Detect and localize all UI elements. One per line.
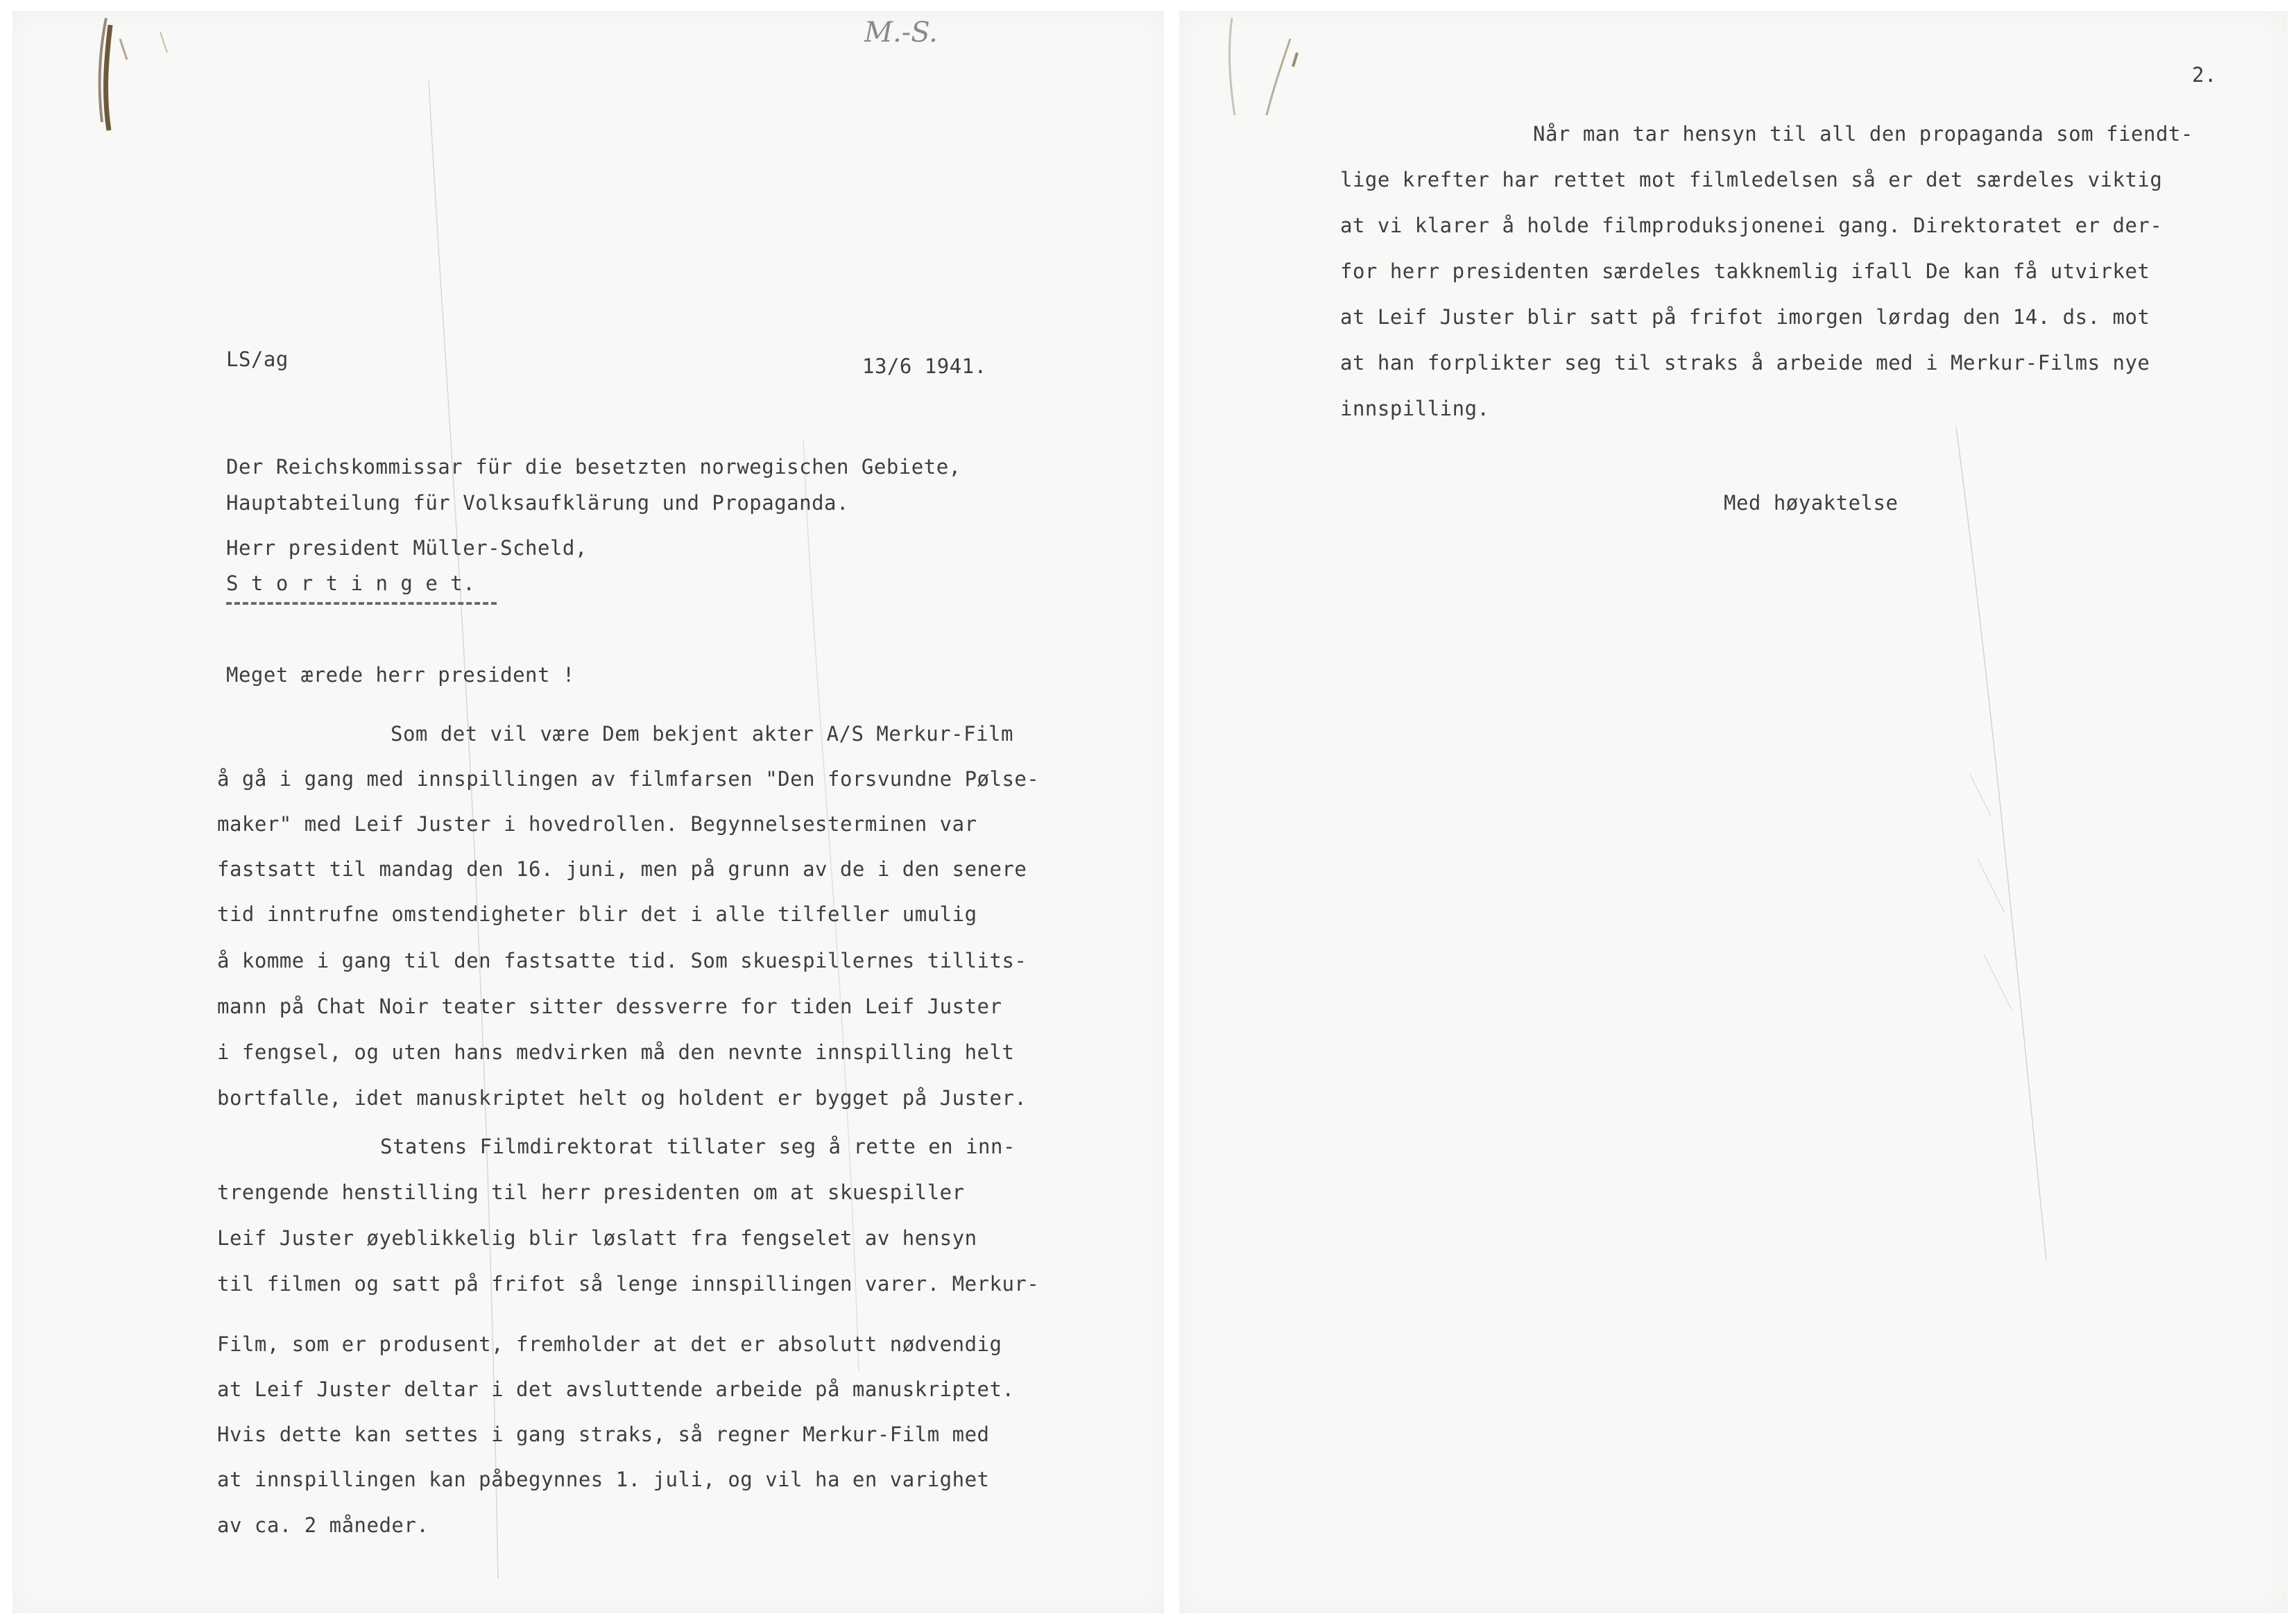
body-line: at Leif Juster blir satt på frifot imorgen lørdag den 14. ds. mot (1340, 305, 2150, 329)
body-line: at Leif Juster deltar i det avsluttende arbeide på manuskriptet. (217, 1377, 1015, 1401)
addressee-line: S t o r t i n g e t. (226, 572, 476, 595)
body-line: Film, som er produsent, fremholder at det er absolutt nødvendig (217, 1332, 1002, 1356)
body-line: trengende henstilling til herr presidenten om at skuespiller (217, 1180, 965, 1204)
body-line: lige krefter har rettet mot filmledelsen så er det særdeles viktig (1340, 168, 2163, 191)
body-line: innspilling. (1340, 397, 1490, 420)
body-line: at innspillingen kan påbegynnes 1. juli, og vil ha en varighet (217, 1468, 990, 1491)
body-line: Som det vil være Dem bekjent akter A/S Merkur-Film (391, 722, 1013, 746)
body-line: å gå i gang med innspillingen av filmfarsen "Den forsvundne Pølse- (217, 767, 1040, 791)
body-line: til filmen og satt på frifot så lenge innspillingen varer. Merkur- (217, 1272, 1040, 1296)
body-line: at han forplikter seg til straks å arbeide med i Merkur-Films nye (1340, 351, 2150, 375)
body-line: fastsatt til mandag den 16. juni, men på grunn av de i den senere (217, 857, 1027, 881)
body-line: i fengsel, og uten hans medvirken må den nevnte innspilling helt (217, 1040, 1015, 1064)
page-1 (12, 11, 1164, 1613)
body-line: Statens Filmdirektorat tillater seg å rette en inn- (380, 1135, 1016, 1158)
pencil-trace (1942, 427, 2150, 1329)
addressee-underline (226, 602, 497, 605)
staple-mark (1207, 11, 1318, 143)
body-line: av ca. 2 måneder. (217, 1513, 429, 1537)
addressee-line: Der Reichskommissar für die besetzten norwegischen Gebiete, (226, 455, 961, 479)
reference-code: LS/ag (226, 347, 289, 371)
closing: Med høyaktelse (1724, 491, 1899, 515)
body-line: Leif Juster øyeblikkelig blir løslatt fra fengselet av hensyn (217, 1226, 977, 1250)
body-line: å komme i gang til den fastsatte tid. Som skuespillernes tillits- (217, 949, 1027, 972)
letter-date: 13/6 1941. (862, 354, 987, 378)
body-line: mann på Chat Noir teater sitter dessverre for tiden Leif Juster (217, 995, 1002, 1018)
body-line: maker" med Leif Juster i hovedrollen. Begynnelsesterminen var (217, 812, 977, 836)
body-line: tid inntrufne omstendigheter blir det i alle tilfeller umulig (217, 902, 977, 926)
page-number: 2. (2192, 63, 2217, 87)
body-line: bortfalle, idet manuskriptet helt og holdent er bygget på Juster. (217, 1086, 1027, 1110)
body-line: Når man tar hensyn til all den propaganda som fiendt- (1533, 122, 2193, 146)
addressee-line: Herr president Müller-Scheld, (226, 536, 588, 560)
body-line: at vi klarer å holde filmproduksjonenei gang. Direktoratet er der- (1340, 214, 2163, 237)
page-2 (1179, 11, 2288, 1613)
body-line: Hvis dette kan settes i gang straks, så regner Merkur-Film med (217, 1423, 990, 1446)
addressee-line: Hauptabteilung für Volksaufklärung und Propaganda. (226, 491, 849, 515)
staple-mark (78, 11, 175, 143)
handwritten-annotation: M.-S. (864, 17, 938, 49)
salutation: Meget ærede herr president ! (226, 663, 575, 687)
body-line: for herr presidenten særdeles takknemlig ifall De kan få utvirket (1340, 259, 2150, 283)
